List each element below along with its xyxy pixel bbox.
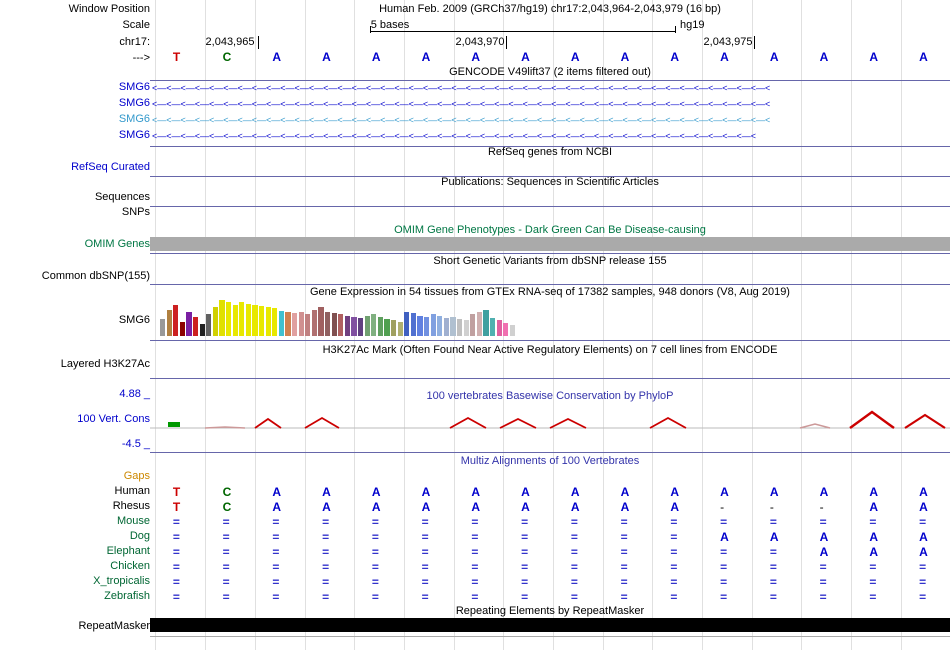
gtex-tissue-bar bbox=[398, 322, 403, 336]
multiz-base: = bbox=[371, 575, 379, 589]
refseq-label[interactable]: RefSeq Curated bbox=[71, 161, 150, 173]
gtex-tissue-bar bbox=[384, 319, 389, 336]
multiz-base: A bbox=[371, 485, 381, 499]
repeatmasker-label[interactable]: RepeatMasker bbox=[78, 620, 150, 632]
gtex-tissue-bar bbox=[193, 317, 198, 336]
multiz-species-label[interactable]: Dog bbox=[129, 530, 150, 542]
publications-divider bbox=[150, 206, 950, 207]
multiz-base: = bbox=[769, 545, 777, 559]
gtex-tissue-bar bbox=[477, 312, 482, 336]
multiz-base: = bbox=[471, 575, 479, 589]
omim-genes-label[interactable]: OMIM Genes bbox=[84, 238, 150, 250]
refseq-track-title: RefSeq genes from NCBI bbox=[487, 146, 613, 158]
common-dbsnp-label[interactable]: Common dbSNP(155) bbox=[41, 270, 150, 282]
multiz-base: = bbox=[670, 545, 678, 559]
multiz-base: = bbox=[272, 590, 280, 604]
gtex-tissue-bar bbox=[305, 314, 310, 336]
sequence-base: T bbox=[172, 50, 181, 64]
sequence-base: A bbox=[670, 50, 680, 64]
multiz-base: = bbox=[222, 545, 230, 559]
multiz-base: A bbox=[471, 485, 481, 499]
multiz-base: = bbox=[222, 575, 230, 589]
multiz-base: = bbox=[222, 515, 230, 529]
multiz-base: = bbox=[620, 515, 628, 529]
sequence-base: A bbox=[521, 50, 530, 64]
multiz-base: A bbox=[322, 500, 331, 514]
gtex-tissue-bar bbox=[464, 320, 469, 336]
multiz-base: = bbox=[371, 590, 379, 604]
multiz-base: = bbox=[521, 560, 529, 574]
multiz-base: = bbox=[222, 560, 230, 574]
multiz-base: = bbox=[919, 515, 927, 529]
sequence-base: A bbox=[421, 50, 431, 64]
multiz-base: A bbox=[570, 485, 580, 499]
multiz-base: = bbox=[172, 530, 180, 544]
multiz-species-label[interactable]: Zebrafish bbox=[104, 590, 150, 602]
gtex-tissue-bar bbox=[180, 322, 185, 336]
dbsnp-divider bbox=[150, 284, 950, 285]
multiz-base: A bbox=[620, 500, 630, 514]
multiz-base: = bbox=[421, 530, 429, 544]
coord-tick-3 bbox=[754, 36, 755, 49]
multiz-base: A bbox=[670, 500, 680, 514]
phylop-track-title: 100 vertebrates Basewise Conservation by PhyloP bbox=[426, 390, 674, 402]
multiz-base: A bbox=[769, 485, 779, 499]
cons-min-label: -4.5 _ bbox=[121, 438, 150, 450]
sequence-base: A bbox=[869, 50, 879, 64]
multiz-species-label[interactable]: Chicken bbox=[110, 560, 150, 572]
chrom-label: chr17: bbox=[119, 36, 150, 48]
gtex-tissue-bar bbox=[167, 310, 172, 336]
multiz-base: = bbox=[521, 575, 529, 589]
multiz-base: = bbox=[172, 575, 180, 589]
multiz-base: = bbox=[521, 545, 529, 559]
multiz-base: = bbox=[172, 590, 180, 604]
multiz-base: A bbox=[819, 530, 829, 544]
multiz-base: = bbox=[421, 515, 429, 529]
gencode-transcript-2[interactable]: <—<—<—<—<—<—<—<—<—<—<—<—<—<—<—<—<—<—<—<—<—<—<—<—<—<—<—<—<—<—<—<—<—<—<—<—<—<—<—<—<—<—<—< bbox=[152, 99, 771, 108]
gtex-tissue-bar bbox=[497, 320, 502, 336]
multiz-base: = bbox=[869, 590, 877, 604]
multiz-base: = bbox=[471, 545, 479, 559]
gtex-tissue-bar bbox=[173, 305, 178, 336]
publications-track-title: Publications: Sequences in Scientific Articles bbox=[441, 176, 659, 188]
gtex-tissue-bar bbox=[259, 306, 264, 336]
coord-label-3: 2,043,975 bbox=[703, 36, 753, 48]
grid-line bbox=[752, 0, 753, 650]
gencode-row-label-4[interactable]: SMG6 bbox=[118, 129, 150, 141]
coord-tick-2 bbox=[506, 36, 507, 49]
conservation-plot[interactable] bbox=[150, 398, 950, 453]
sequence-base: A bbox=[322, 50, 331, 64]
multiz-base: C bbox=[222, 500, 232, 514]
multiz-base: = bbox=[222, 590, 230, 604]
multiz-base: C bbox=[222, 485, 232, 499]
multiz-base: = bbox=[819, 590, 827, 604]
gtex-tissue-bar bbox=[378, 317, 383, 336]
multiz-base: = bbox=[371, 560, 379, 574]
h3k27ac-divider bbox=[150, 378, 950, 379]
multiz-base: = bbox=[670, 515, 678, 529]
multiz-species-label[interactable]: Human bbox=[114, 485, 150, 497]
gtex-tissue-bar bbox=[444, 318, 449, 336]
gtex-tissue-bar bbox=[292, 313, 297, 336]
multiz-base: = bbox=[769, 590, 777, 604]
gtex-expression-barchart[interactable] bbox=[160, 300, 540, 336]
grid-line bbox=[603, 0, 604, 650]
multiz-species-label[interactable]: Mouse bbox=[116, 515, 150, 527]
gtex-tissue-bar bbox=[200, 324, 205, 336]
gtex-tissue-bar bbox=[510, 325, 515, 336]
multiz-base: = bbox=[769, 575, 777, 589]
multiz-base: = bbox=[322, 575, 330, 589]
multiz-base: = bbox=[322, 545, 330, 559]
multiz-base: A bbox=[919, 500, 928, 514]
window-position-label: Window Position bbox=[68, 3, 150, 15]
sequence-base: C bbox=[222, 50, 232, 64]
multiz-base: A bbox=[819, 545, 829, 559]
multiz-base: = bbox=[421, 560, 429, 574]
gtex-tissue-bar bbox=[160, 319, 165, 336]
gtex-divider bbox=[150, 340, 950, 341]
gencode-row-label-2[interactable]: SMG6 bbox=[118, 97, 150, 109]
gtex-tissue-bar bbox=[213, 307, 218, 336]
multiz-base: A bbox=[521, 485, 530, 499]
cons-divider bbox=[150, 452, 950, 453]
multiz-base: = bbox=[322, 560, 330, 574]
sequences-label[interactable]: Sequences bbox=[94, 191, 150, 203]
multiz-base: = bbox=[670, 590, 678, 604]
multiz-base: = bbox=[272, 530, 280, 544]
multiz-base: = bbox=[720, 545, 728, 559]
multiz-base: A bbox=[322, 485, 331, 499]
gtex-tissue-bar bbox=[351, 317, 356, 336]
repeatmasker-bar[interactable] bbox=[150, 618, 950, 632]
multiz-base: = bbox=[769, 560, 777, 574]
sequence-base-row bbox=[0, 50, 950, 66]
multiz-base: = bbox=[272, 575, 280, 589]
multiz-base: A bbox=[670, 485, 680, 499]
grid-line bbox=[553, 0, 554, 650]
multiz-base: = bbox=[570, 575, 578, 589]
multiz-base: = bbox=[819, 575, 827, 589]
bottom-divider bbox=[150, 636, 950, 637]
multiz-base: A bbox=[272, 485, 282, 499]
multiz-base: - bbox=[819, 500, 824, 514]
gtex-tissue-bar bbox=[358, 318, 363, 336]
multiz-base: = bbox=[322, 530, 330, 544]
layered-h3k27ac-label[interactable]: Layered H3K27Ac bbox=[60, 358, 150, 370]
multiz-base: = bbox=[720, 575, 728, 589]
gtex-tissue-bar bbox=[219, 300, 224, 336]
multiz-base: = bbox=[471, 515, 479, 529]
gencode-transcript-3[interactable]: <—<—<—<—<—<—<—<—<—<—<—<—<—<—<—<—<—<—<—<—<—<—<—<—<—<—<—<—<—<—<—<—<—<—<—<—<—<—<—<—<—<—<—< bbox=[152, 115, 771, 124]
gtex-tissue-bar bbox=[318, 307, 323, 336]
gtex-tissue-bar bbox=[424, 317, 429, 336]
multiz-base: A bbox=[869, 545, 879, 559]
multiz-base: T bbox=[172, 485, 181, 499]
multiz-base: = bbox=[670, 530, 678, 544]
coord-tick-1 bbox=[258, 36, 259, 49]
multiz-base: A bbox=[521, 500, 530, 514]
multiz-base: = bbox=[919, 590, 927, 604]
multiz-track-title: Multiz Alignments of 100 Vertebrates bbox=[460, 455, 640, 467]
multiz-base: = bbox=[919, 575, 927, 589]
grid-line bbox=[652, 0, 653, 650]
multiz-base: A bbox=[272, 500, 282, 514]
gtex-tissue-bar bbox=[332, 313, 337, 336]
gtex-tissue-bar bbox=[365, 316, 370, 336]
sequence-base: A bbox=[720, 50, 729, 64]
gencode-track-title: GENCODE V49lift37 (2 items filtered out) bbox=[449, 66, 651, 78]
gtex-tissue-bar bbox=[285, 312, 290, 336]
gtex-tissue-bar bbox=[206, 314, 211, 336]
multiz-base: = bbox=[869, 515, 877, 529]
cons-track-label[interactable]: 100 Vert. Cons bbox=[77, 413, 150, 425]
grid-line bbox=[702, 0, 703, 650]
gtex-tissue-bar bbox=[470, 314, 475, 336]
gtex-tissue-bar bbox=[252, 305, 257, 336]
multiz-base: A bbox=[371, 500, 381, 514]
multiz-base: A bbox=[471, 500, 481, 514]
multiz-base: A bbox=[769, 530, 779, 544]
multiz-base: = bbox=[521, 590, 529, 604]
multiz-base: = bbox=[869, 575, 877, 589]
multiz-base: = bbox=[421, 545, 429, 559]
multiz-base: A bbox=[620, 485, 630, 499]
repeatmasker-track-title: Repeating Elements by RepeatMasker bbox=[455, 605, 645, 617]
multiz-base: = bbox=[570, 545, 578, 559]
sequence-base: A bbox=[620, 50, 630, 64]
multiz-base: = bbox=[471, 560, 479, 574]
multiz-base: A bbox=[720, 485, 729, 499]
multiz-base: = bbox=[172, 515, 180, 529]
grid-line bbox=[851, 0, 852, 650]
multiz-base: = bbox=[570, 530, 578, 544]
scale-bar bbox=[370, 31, 675, 32]
multiz-base: = bbox=[720, 560, 728, 574]
scale-label: Scale bbox=[122, 19, 150, 31]
multiz-base: = bbox=[720, 515, 728, 529]
multiz-base: = bbox=[620, 560, 628, 574]
grid-line bbox=[155, 0, 156, 650]
gtex-tissue-bar bbox=[325, 312, 330, 336]
multiz-base: = bbox=[371, 530, 379, 544]
gtex-tissue-bar bbox=[437, 316, 442, 336]
sequence-base: A bbox=[769, 50, 779, 64]
gtex-tissue-bar bbox=[186, 312, 191, 336]
omim-track-title: OMIM Gene Phenotypes - Dark Green Can Be Disease-causing bbox=[394, 224, 706, 236]
multiz-base: = bbox=[570, 590, 578, 604]
dbsnp-track-title: Short Genetic Variants from dbSNP release 155 bbox=[433, 255, 667, 267]
multiz-base: = bbox=[620, 590, 628, 604]
grid-line bbox=[801, 0, 802, 650]
multiz-base: = bbox=[670, 575, 678, 589]
scale-bar-right-tick bbox=[675, 26, 676, 33]
gencode-transcript-1[interactable]: <—<—<—<—<—<—<—<—<—<—<—<—<—<—<—<—<—<—<—<—<—<—<—<—<—<—<—<—<—<—<—<—<—<—<—<—<—<—<—<—<—<—<—< bbox=[152, 83, 771, 92]
multiz-base: = bbox=[172, 545, 180, 559]
sequence-base: A bbox=[371, 50, 381, 64]
gtex-tissue-bar bbox=[490, 318, 495, 336]
multiz-base: = bbox=[720, 590, 728, 604]
multiz-base: - bbox=[769, 500, 774, 514]
multiz-base: = bbox=[620, 530, 628, 544]
multiz-base: = bbox=[521, 515, 529, 529]
gtex-tissue-bar bbox=[391, 320, 396, 336]
multiz-base: = bbox=[620, 575, 628, 589]
multiz-base: = bbox=[570, 560, 578, 574]
multiz-base: - bbox=[720, 500, 725, 514]
gtex-tissue-bar bbox=[239, 302, 244, 336]
gencode-transcript-4[interactable]: <—<—<—<—<—<—<—<—<—<—<—<—<—<—<—<—<—<—<—<—<—<—<—<—<—<—<—<—<—<—<—<—<—<—<—<—<—<—<—<—<—<—< bbox=[152, 131, 757, 140]
multiz-base: = bbox=[421, 575, 429, 589]
snps-label[interactable]: SNPs bbox=[121, 206, 150, 218]
multiz-base: = bbox=[222, 530, 230, 544]
cons-max-label: 4.88 _ bbox=[119, 388, 150, 400]
assembly-db-text: hg19 bbox=[680, 19, 705, 31]
coord-label-2: 2,043,970 bbox=[455, 36, 505, 48]
gencode-row-label-3[interactable]: SMG6 bbox=[118, 113, 150, 125]
multiz-base: = bbox=[521, 530, 529, 544]
sequence-base: A bbox=[919, 50, 928, 64]
gtex-tissue-bar bbox=[404, 312, 409, 336]
multiz-base: A bbox=[919, 485, 928, 499]
multiz-species-label[interactable]: X_tropicalis bbox=[93, 575, 150, 587]
gtex-tissue-bar bbox=[345, 316, 350, 336]
gtex-tissue-bar bbox=[338, 314, 343, 336]
multiz-base: = bbox=[471, 590, 479, 604]
gtex-track-title: Gene Expression in 54 tissues from GTEx RNA-seq of 17382 samples, 948 donors (V8, Aug 2019) bbox=[310, 286, 790, 298]
multiz-base: = bbox=[272, 545, 280, 559]
multiz-base: A bbox=[919, 530, 928, 544]
omim-divider bbox=[150, 253, 950, 254]
sequence-base: A bbox=[471, 50, 481, 64]
sequence-base: A bbox=[570, 50, 580, 64]
multiz-base: = bbox=[670, 560, 678, 574]
multiz-base: = bbox=[620, 545, 628, 559]
assembly-position-title: Human Feb. 2009 (GRCh37/hg19) chr17:2,043,964-2,043,979 (16 bp) bbox=[379, 3, 721, 15]
gtex-tissue-bar bbox=[371, 314, 376, 336]
multiz-base: = bbox=[819, 560, 827, 574]
gtex-tissue-bar bbox=[233, 305, 238, 336]
gtex-tissue-bar bbox=[483, 310, 488, 336]
multiz-base: A bbox=[570, 500, 580, 514]
gtex-tissue-bar bbox=[279, 311, 284, 336]
multiz-base: A bbox=[819, 485, 829, 499]
multiz-base: = bbox=[570, 515, 578, 529]
gtex-tissue-bar bbox=[246, 304, 251, 336]
multiz-base: A bbox=[720, 530, 729, 544]
multiz-base: = bbox=[322, 515, 330, 529]
gtex-tissue-bar bbox=[431, 314, 436, 336]
multiz-species-label[interactable]: Rhesus bbox=[112, 500, 150, 512]
h3k27ac-track-title: H3K27Ac Mark (Often Found Near Active Regulatory Elements) on 7 cell lines from ENCODE bbox=[322, 344, 778, 356]
multiz-base: = bbox=[819, 515, 827, 529]
gtex-tissue-bar bbox=[503, 323, 508, 336]
multiz-species-label[interactable]: Elephant bbox=[106, 545, 150, 557]
gtex-gene-label[interactable]: SMG6 bbox=[118, 314, 150, 326]
multiz-base: = bbox=[769, 515, 777, 529]
multiz-base: = bbox=[869, 560, 877, 574]
multiz-base: A bbox=[869, 530, 879, 544]
gtex-tissue-bar bbox=[226, 302, 231, 336]
multiz-base: A bbox=[919, 545, 928, 559]
gtex-tissue-bar bbox=[272, 308, 277, 336]
gtex-tissue-bar bbox=[417, 316, 422, 336]
multiz-base: = bbox=[421, 590, 429, 604]
multiz-base: = bbox=[919, 560, 927, 574]
gtex-tissue-bar bbox=[266, 307, 271, 336]
multiz-base: A bbox=[869, 500, 879, 514]
sequence-base: A bbox=[819, 50, 829, 64]
multiz-base: = bbox=[371, 515, 379, 529]
coord-label-1: 2,043,965 bbox=[205, 36, 255, 48]
strand-label: ---> bbox=[132, 52, 150, 64]
scale-bar-left-tick bbox=[370, 26, 371, 33]
multiz-base: T bbox=[172, 500, 181, 514]
gtex-tissue-bar bbox=[457, 319, 462, 336]
grid-line bbox=[901, 0, 902, 650]
multiz-base: A bbox=[421, 485, 431, 499]
scale-text: 5 bases bbox=[370, 19, 410, 31]
multiz-base: = bbox=[272, 560, 280, 574]
sequence-base: A bbox=[272, 50, 282, 64]
gtex-tissue-bar bbox=[312, 310, 317, 336]
multiz-base: A bbox=[421, 500, 431, 514]
gencode-row-label-1[interactable]: SMG6 bbox=[118, 81, 150, 93]
multiz-base: = bbox=[322, 590, 330, 604]
multiz-base: = bbox=[471, 530, 479, 544]
gtex-tissue-bar bbox=[299, 312, 304, 336]
gaps-label[interactable]: Gaps bbox=[123, 470, 150, 482]
omim-gene-bar[interactable] bbox=[150, 237, 950, 251]
multiz-base: = bbox=[371, 545, 379, 559]
gtex-tissue-bar bbox=[411, 313, 416, 336]
multiz-base: = bbox=[172, 560, 180, 574]
gencode-divider bbox=[150, 80, 950, 81]
gtex-tissue-bar bbox=[450, 317, 455, 336]
multiz-base: A bbox=[869, 485, 879, 499]
multiz-base: = bbox=[272, 515, 280, 529]
